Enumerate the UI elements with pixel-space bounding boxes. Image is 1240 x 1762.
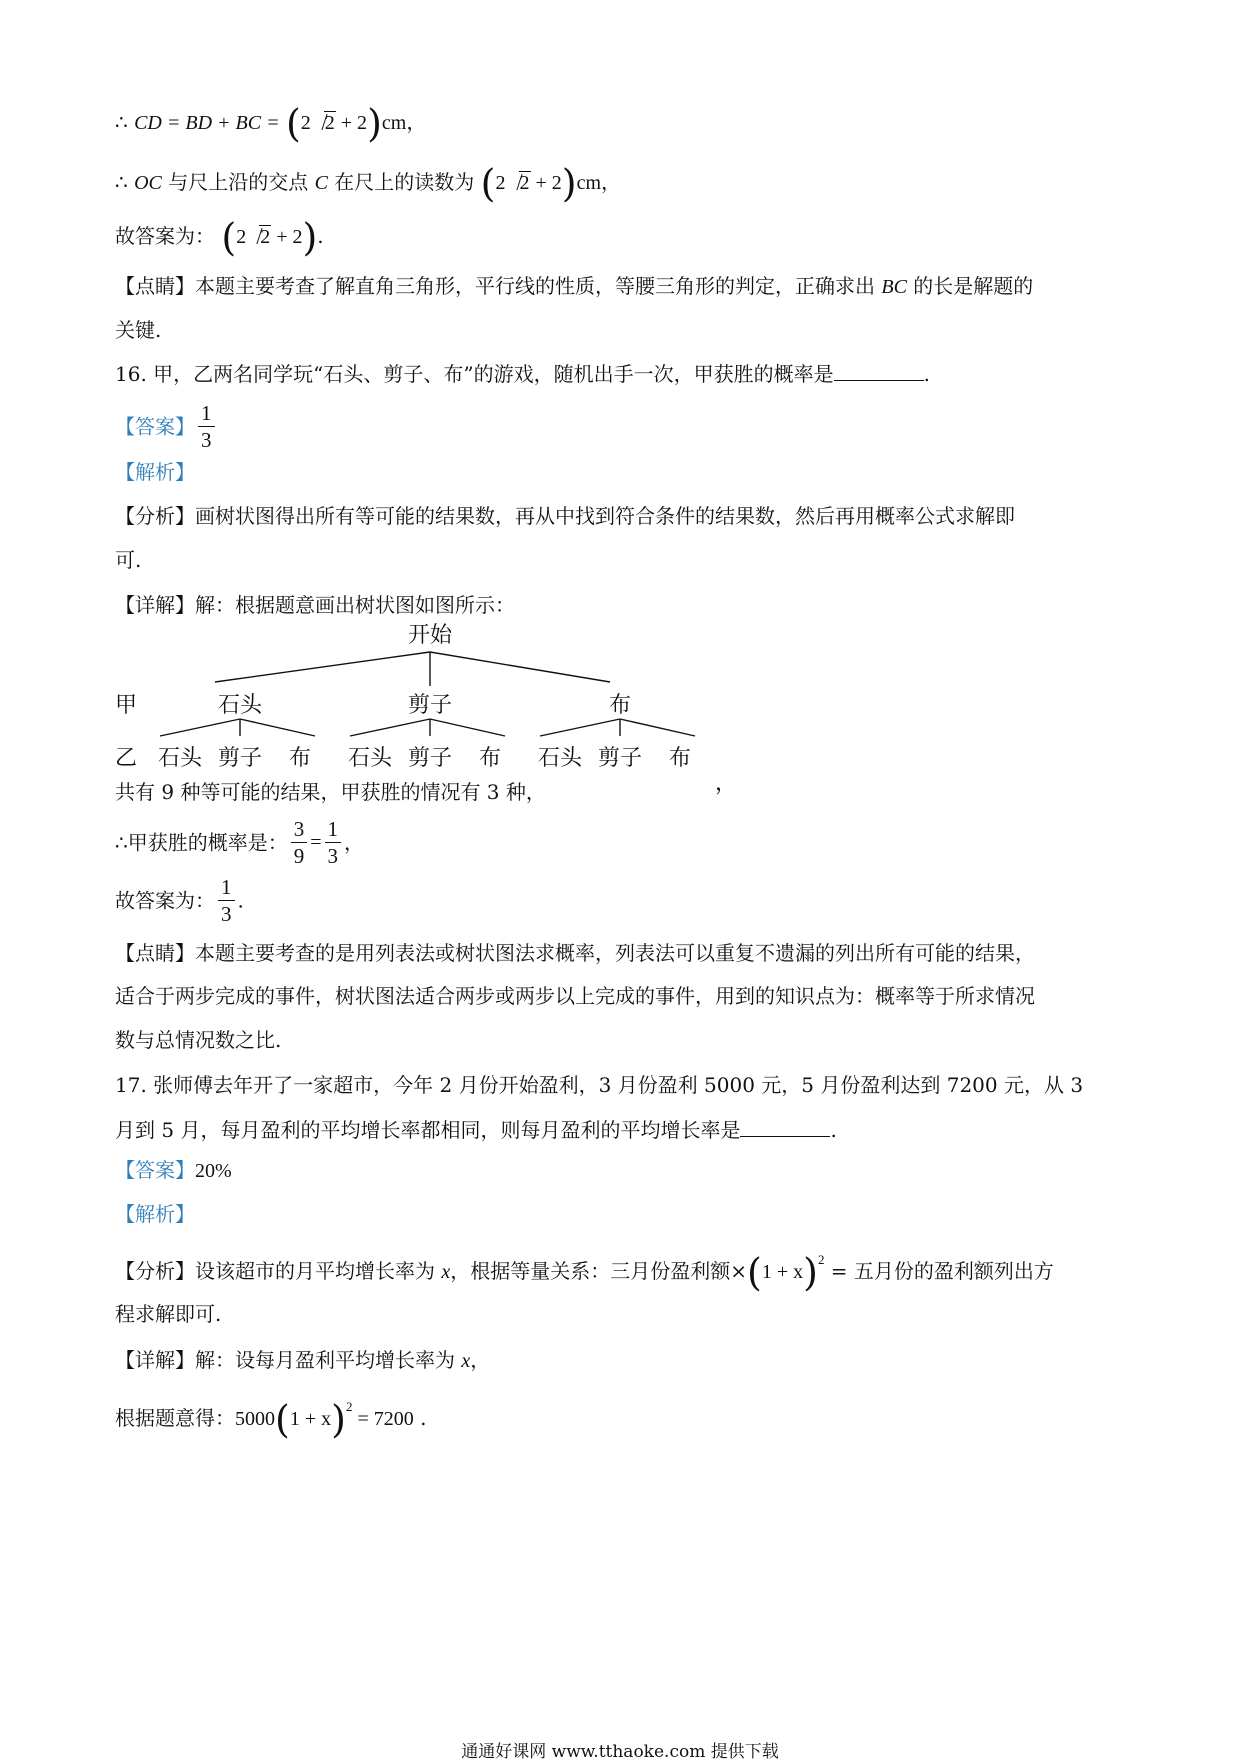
line-cd-equation: ∴ CD = BD + BC = (2 2 + 2)cm， — [115, 101, 427, 146]
dianjing-16-line1: 【点睛】本题主要考查的是用列表法或树状图法求概率，列表法可以重复不遗漏的列出所有可能的结果， — [115, 941, 1035, 965]
answer-line-16: 故答案为： $\frac{1}{3}$ . — [115, 875, 244, 927]
answer-17: 【答案】20% — [115, 1158, 232, 1182]
equation-17: 根据题意得：$5000(1 + x)^2 = 7200$ . — [115, 1397, 427, 1442]
line-answer-15: 故答案为： (2 2 + 2). — [115, 215, 324, 260]
dianjing-16-line2: 适合于两步完成的事件，树状图法适合两步或两步以上完成的事件，用到的知识点为：概率等于所求情况 — [115, 984, 1035, 1008]
fenxi-16-line1: 【分析】画树状图得出所有等可能的结果数，再从中找到符合条件的结果数，然后再用概率公式求解即 — [115, 504, 1015, 528]
sqrt-2: 2 — [248, 226, 271, 247]
cd-expression: CD = BD + BC = — [134, 112, 280, 134]
tree-row-label-jia: 甲 — [115, 692, 138, 717]
page-footer: 通通好课网 www.tthaoke.com 提供下载 — [461, 1742, 779, 1762]
tree-row-label-yi: 乙 — [115, 745, 138, 770]
tree-l2-paper: 布 — [668, 745, 692, 770]
total-outcomes: 共有 9 种等可能的结果，甲获胜的情况有 3 种， — [115, 780, 546, 804]
therefore-symbol: ∴ — [115, 110, 128, 134]
question-16: 16. 甲，乙两名同学玩“石头、剪子、布”的游戏，随机出手一次，甲获胜的概率是 . — [115, 362, 930, 386]
tree-l1-scissors: 剪子 — [407, 692, 453, 717]
tree-l2-rock: 石头 — [157, 745, 203, 770]
tree-l2-rock: 石头 — [347, 745, 393, 770]
tree-l2-scissors: 剪子 — [217, 745, 263, 770]
fraction-3-9: $\frac{3}{9}$ — [291, 818, 308, 867]
fraction-one-third: $\frac{1}{3}$ — [218, 876, 235, 925]
tree-l1-paper: 布 — [608, 692, 632, 717]
fenxi-16-line2: 可. — [115, 548, 142, 572]
dianjing-tag: 【点睛】 — [115, 274, 195, 298]
question-17-line1: 17. 张师傅去年开了一家超市，今年 2 月份开始盈利，3 月份盈利 5000 元，5 月份盈利达到 7200 元，从 3 — [115, 1073, 1084, 1097]
fraction-1-3: $\frac{1}{3}$ — [325, 818, 342, 867]
fraction-one-third: $\frac{1}{3}$ — [198, 402, 215, 451]
jiexi-17-tag: 【解析】 — [115, 1202, 195, 1226]
tree-trailing-comma: ， — [715, 770, 738, 795]
tree-l2-paper: 布 — [478, 745, 502, 770]
probability-line: ∴甲获胜的概率是： $\frac{3}{9}$ = $\frac{1}{3}$ ， — [115, 817, 365, 869]
question-17-line2: 月到 5 月，每月盈利的平均增长率都相同，则每月盈利的平均增长率是 . — [115, 1118, 837, 1142]
tree-root: 开始 — [407, 622, 453, 647]
tree-l2-rock: 石头 — [537, 745, 583, 770]
xiangjie-16: 【详解】解：根据题意画出树状图如图所示： — [115, 593, 515, 617]
jiexi-16-tag: 【解析】 — [115, 460, 195, 484]
answer-blank — [740, 1118, 830, 1137]
dianjing-15-line1: 【点睛】本题主要考查了解直角三角形，平行线的性质，等腰三角形的判定，正确求出 BC 的长是解题的 — [115, 274, 1034, 298]
tree-l1-rock: 石头 — [217, 692, 263, 717]
line-oc-reading: ∴ OC 与尺上沿的交点 C 在尺上的读数为 (2 2 + 2)cm， — [115, 161, 622, 206]
tree-l2-scissors: 剪子 — [597, 745, 643, 770]
dianjing-15-line2: 关键. — [115, 318, 162, 342]
sqrt-2: 2 — [508, 172, 531, 193]
fenxi-17-line1: 【分析】设该超市的月平均增长率为 x，根据等量关系：三月份盈利额$\times(1 + x)^2$ = 五月份的盈利额列出方 — [115, 1250, 1054, 1295]
tree-l2-paper: 布 — [288, 745, 312, 770]
sqrt-2: 2 — [313, 112, 336, 133]
answer-tag: 【答案】 — [115, 414, 195, 439]
tree-l2-scissors: 剪子 — [407, 745, 453, 770]
xiangjie-17: 【详解】解：设每月盈利平均增长率为 x， — [115, 1348, 491, 1372]
fenxi-17-line2: 程求解即可. — [115, 1302, 222, 1326]
dianjing-16-line3: 数与总情况数之比. — [115, 1028, 282, 1052]
